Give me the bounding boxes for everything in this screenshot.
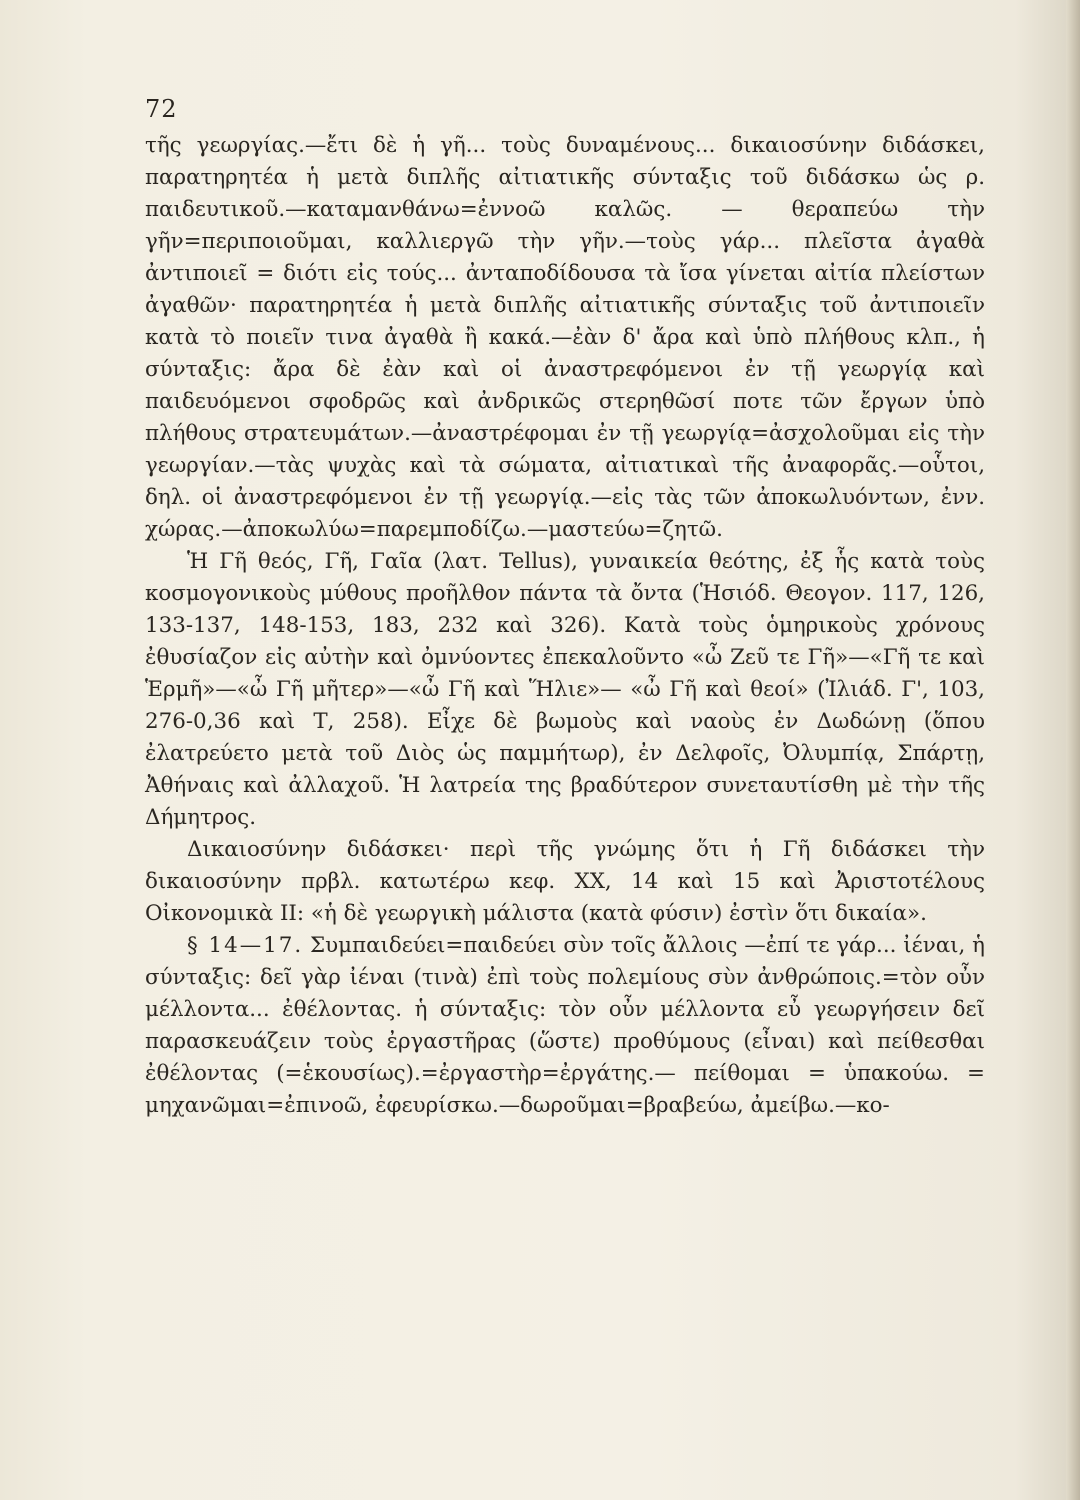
section-paragraph <box>145 930 985 1122</box>
paragraph-3: Δικαιοσύνην διδάσκει· περὶ τῆς γνώμης ὅτι ἡ Γῆ διδάσκει τὴν δικαιοσύνην πρβλ. κατωτέρω κεφ. XX, 14 καὶ 15 καὶ Ἀριστοτέλους Οἰκονομικὰ ΙΙ: «ἡ δὲ γεωργικὴ μάλιστα (κατὰ φύσιν) ἐστὶν ὅτι δικαία». <box>145 837 985 926</box>
section-text: Συμπαιδεύει=παιδεύει σὺν τοῖς ἄλλοις —ἐπί τε γάρ... ἰέναι, ἡ σύνταξις: δεῖ γὰρ ἰέναι (τινὰ) ἐπὶ τοὺς πολεμίους σὺν ἀνθρώποις.=τὸν οὖν μέλλοντα... ἐθέλοντας. ἡ σύνταξις: τὸν οὖν μέλλοντα εὖ γεωργήσειν δεῖ παρασκευάζειν τοὺς ἐργαστῆρας (ὥστε) προθύμους (εἶναι) καὶ πείθεσθαι ἐθέλοντας (=ἑκουσίως).=ἐργαστὴρ=ἐργάτης.— πείθομαι = ὑπακούω. = μηχανῶμαι=ἐπινοῶ, ἐφευρίσκω.—δωροῦμαι=βραβεύω, ἀμείβω.—κο- <box>145 933 985 1118</box>
paragraph-1: τῆς γεωργίας.—ἔτι δὲ ἡ γῆ... τοὺς δυναμένους... δικαιοσύνην διδάσκει, παρατηρητέα ἡ μετὰ διπλῆς αἰτιατικῆς σύνταξις τοῦ διδάσκω ὡς ρ. παιδευτικοῦ.—καταμανθάνω=ἐννοῶ καλῶς. — θεραπεύω τὴν γῆν=περιποιοῦμαι, καλλιεργῶ τὴν γῆν.—τοὺς γάρ... πλεῖστα ἀγαθὰ ἀντιποιεῖ = διότι εἰς τούς... ἀνταποδίδουσα τὰ ἴσα γίνεται αἰτία πλείστων ἀγαθῶν· παρατηρητέα ἡ μετὰ διπλῆς αἰτιατικῆς σύνταξις τοῦ ἀντιποιεῖν κατὰ τὸ ποιεῖν τινα ἀγαθὰ ἢ κακά.—ἐὰν δ' ἄρα καὶ ὑπὸ πλήθους κλπ., ἡ σύνταξις: ἄρα δὲ ἐὰν καὶ οἱ ἀναστρεφόμενοι ἐν τῇ γεωργίᾳ καὶ παιδευόμενοι σφοδρῶς καὶ ἀνδρικῶς στερηθῶσί ποτε τῶν ἔργων ὑπὸ πλήθους στρατευμάτων.—ἀναστρέφομαι ἐν τῇ γεωργίᾳ=ἀσχολοῦμαι εἰς τὴν γεωργίαν.—τὰς ψυχὰς καὶ τὰ σώματα, αἰτιατικαὶ τῆς ἀναφορᾶς.—οὗτοι, δηλ. οἱ ἀναστρεφόμενοι ἐν τῇ γεωργίᾳ.—εἰς τὰς τῶν ἀποκωλυόντων, ἐνν. χώρας.—ἀποκωλύω=παρεμποδίζω.—μαστεύω=ζητῶ. <box>145 133 985 542</box>
commentary-text <box>145 130 985 1122</box>
paragraph-2: Ἡ Γῆ θεός, Γῆ, Γαῖα (λατ. Tellus), γυναικεία θεότης, ἐξ ἧς κατὰ τοὺς κοσμογονικοὺς μύθους προῆλθον πάντα τὰ ὄντα (Ἡσιόδ. Θεογον. 117, 126, 133-137, 148-153, 183, 232 καὶ 326). Κατὰ τοὺς ὁμηρικοὺς χρόνους ἐθυσίαζον εἰς αὐτὴν καὶ ὀμνύοντες ἐπεκαλοῦντο «ὦ Ζεῦ τε Γῆ»—«Γῆ τε καὶ Ἑρμῆ»—«ὦ Γῆ μῆτερ»—«ὦ Γῆ καὶ Ἥλιε»— «ὦ Γῆ καὶ θεοί» (Ἰλιάδ. Γ', 103, 276-0,36 καὶ Τ, 258). Εἶχε δὲ βωμοὺς καὶ ναοὺς ἐν Δωδώνῃ (ὅπου ἐλατρεύετο μετὰ τοῦ Διὸς ὡς παμμήτωρ), ἐν Δελφοῖς, Ὀλυμπίᾳ, Σπάρτῃ, Ἀθήναις καὶ ἀλλαχοῦ. Ἡ λατρεία της βραδύτερον συνεταυτίσθη μὲ τὴν τῆς Δήμητρος. <box>145 549 985 830</box>
section-number: § 14—17. <box>187 933 304 958</box>
book-spine-edge <box>1066 0 1080 1500</box>
page-number: 72 <box>145 95 178 123</box>
